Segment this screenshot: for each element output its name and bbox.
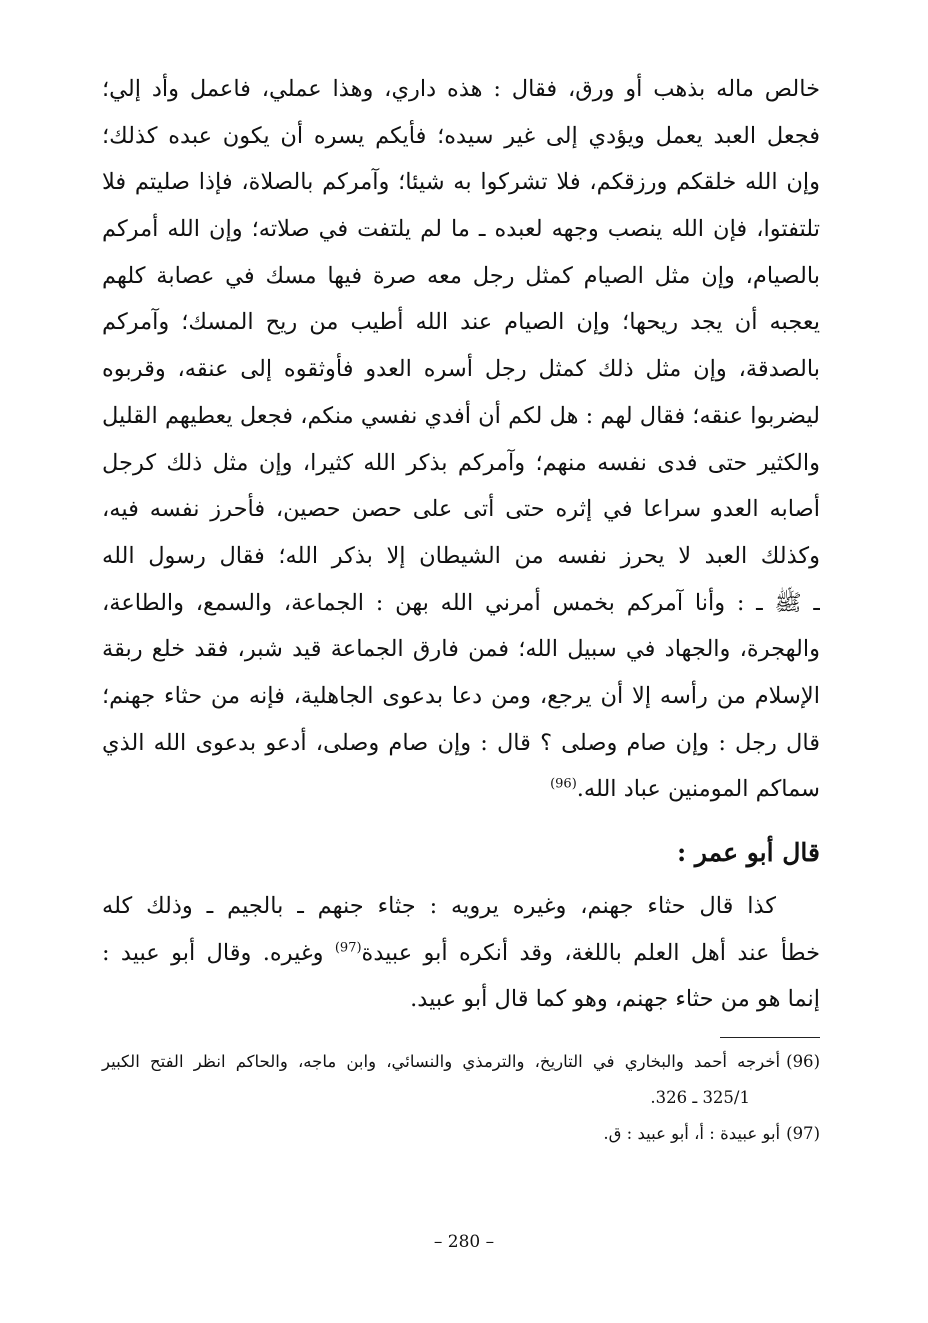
page-number: – 280 – [433,1232,495,1252]
body-line-4: تلتفتوا، فإن الله ينصب وجهه لعبده ـ ما لم يلتفت في صلاته؛ وإن الله أمركم [102,216,820,243]
commentary-paragraph [102,883,820,1023]
footnote-96 [102,1044,820,1080]
commentary-line-3: إنما هو من حثاء جهنم، وهو كما قال أبو عبيد. [410,986,820,1013]
footnote-96-text: أخرجه أحمد والبخاري في التاريخ، والترمذي والنسائي، وابن ماجه، والحاكم انظر الفتح الكبير [102,1052,781,1072]
body-line-9: والكثير حتى فدى نفسه منهم؛ وآمركم بذكر الله كثيرا، وإن مثل ذلك كرجل [102,449,820,476]
footnote-divider [720,1037,820,1038]
commentary-line-1: كذا قال حثاء جهنم، وغيره يرويه : جثاء جنهم ـ بالجيم ـ وذلك كله [102,893,776,919]
body-line-5: بالصيام، وإن مثل الصيام كمثل رجل معه صرة فيها مسك في عصابة كلهم [102,262,820,289]
body-line-11: وكذلك العبد لا يحرز نفسه من الشيطان إلا بذكر الله؛ فقال رسول الله [102,542,820,569]
body-line-7: بالصدقة، وإن مثل ذلك كمثل رجل أسره العدو فأوثقوه إلى عنقه، وقربوه [102,356,820,383]
body-line-13: والهجرة، والجهاد في سبيل الله؛ فمن فارق الجماعة قيد شبر، فقد خلع ربقة [102,636,820,663]
footnote-97 [102,1116,820,1152]
commentary-line-2-rest: وغيره. وقال أبو عبيد : [102,939,335,966]
body-line-1: خالص ماله بذهب أو ورق، فقال : هذه داري، وهذا عملي، فاعمل وأد إلي؛ [102,76,820,102]
footnote-ref-96: (96) [550,776,577,792]
body-line-12: ـ ﷺ ـ : وأنا آمركم بخمس أمرني الله بهن : الجماعة، والسمع، والطاعة، [102,589,820,616]
footnote-96-number: (96) [786,1052,820,1072]
body-line-14: الإسلام من رأسه إلا أن يرجع، ومن دعا بدعوى الجاهلية، فإنه من حثاء جهنم؛ [102,682,820,709]
body-line-3: وإن الله خلقكم ورزقكم، فلا تشركوا به شيئا؛ وآمركم بالصلاة، فإذا صليتم فلا [102,169,820,196]
body-line-16-text: سماكم المومنين عباد الله. [576,776,820,803]
body-line-15: قال رجل : وإن صام وصلى ؟ قال : وإن صام وصلى، أدعو بدعوى الله الذي [102,729,820,756]
page-body [102,66,820,1152]
footnote-97-text: أبو عبيدة : أ، أبو عبيد : ق. [603,1124,781,1144]
body-line-6: يعجبه أن يجد ريحها؛ وإن الصيام عند الله أطيب من ريح المسك؛ وآمركم [102,309,820,336]
footnote-97-number: (97) [786,1124,820,1144]
commentary-line-2 [102,930,820,977]
body-line-16 [102,766,820,813]
body-line-8: ليضربوا عنقه؛ فقال لهم : هل لكم أن أفدي نفسي منكم، فجعل يعطيهم القليل [102,402,820,429]
body-line-2: فجعل العبد يعمل ويؤدي إلى غير سيده؛ فأيكم يسره أن يكون عبده كذلك؛ [102,122,820,149]
footnote-ref-97: (97) [334,940,362,956]
commentary-line-2-text: خطأ عند أهل العلم باللغة، وقد أنكره أبو عبيدة [361,939,820,966]
section-heading: قال أبو عمر : [676,838,820,867]
body-line-10: أصابه العدو سراعا في إثره حتى أتى على حصن حصين، فأحرز نفسه فيه، [102,496,820,523]
footnote-96-continuation: 325/1 ـ 326. [650,1088,750,1108]
